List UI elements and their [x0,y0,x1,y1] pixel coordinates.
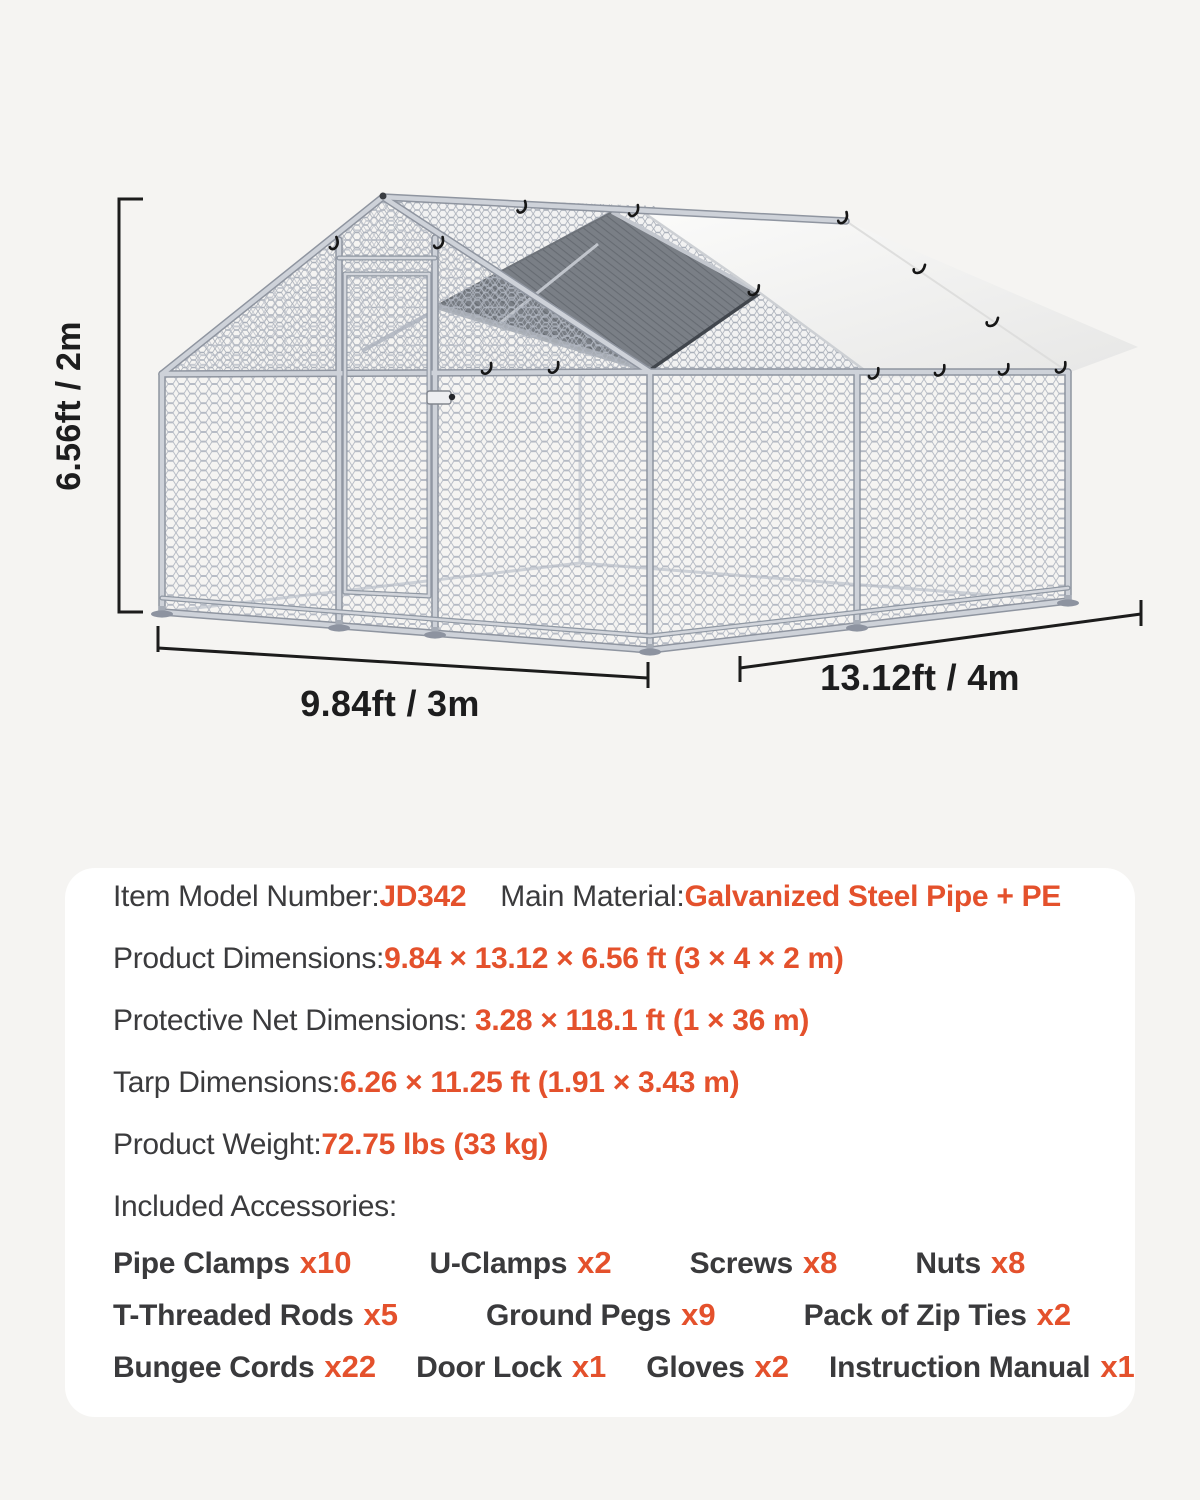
spec-value: JD342 [379,880,467,913]
spec-row-product-dimensions [113,940,1111,978]
accessory-name: Bungee Cords [113,1351,315,1384]
door-latch [427,391,455,404]
spec-label: Item Model Number: [113,880,380,913]
accessory-name: Door Lock [416,1351,562,1384]
spec-value: 72.75 lbs (33 kg) [321,1128,549,1161]
accessory-name: Nuts [915,1247,981,1280]
accessory-item [804,1296,1072,1334]
accessory-item [430,1244,612,1282]
spec-material [500,878,1061,916]
accessories-title [113,1188,1111,1226]
accessory-name: Ground Pegs [486,1299,672,1332]
spec-row-weight [113,1126,1111,1164]
accessory-item [690,1244,838,1282]
spec-card [65,868,1135,1417]
apex-joint [380,193,387,200]
accessory-item [416,1348,606,1386]
accessory-name: Pack of Zip Ties [803,1299,1027,1332]
accessory-item [829,1348,1135,1386]
accessory-qty: x1 [571,1349,607,1384]
height-dimension-label: 6.56ft / 2m [50,321,88,491]
accessories-row-3 [113,1348,1135,1386]
accessory-qty: x2 [577,1245,612,1280]
spec-row-model-material [113,878,1111,916]
accessories-row-1 [113,1244,1111,1282]
spec-label: Product Weight: [113,1128,322,1161]
accessory-qty: x9 [681,1297,716,1332]
accessory-item [113,1348,376,1386]
accessory-name: T-Threaded Rods [113,1299,354,1332]
spec-row-tarp-dimensions [113,1064,1111,1102]
accessory-name: U-Clamps [429,1247,568,1280]
spec-row-net-dimensions [113,1002,1111,1040]
accessory-qty: x2 [754,1349,790,1384]
width-dimension-label: 9.84ft / 3m [300,683,480,724]
accessory-item [915,1244,1025,1282]
spec-value: 6.26 × 11.25 ft (1.91 × 3.43 m) [339,1066,740,1099]
accessory-qty: x8 [990,1245,1026,1280]
spec-label: Tarp Dimensions: [113,1066,340,1099]
spec-value: Galvanized Steel Pipe + PE [684,880,1062,913]
accessory-qty: x5 [363,1297,399,1332]
spec-value: 3.28 × 118.1 ft (1 × 36 m) [475,1004,810,1037]
accessory-qty: x2 [1036,1297,1072,1332]
spec-value: 9.84 × 13.12 × 6.56 ft (3 × 4 × 2 m) [384,942,844,975]
accessory-item [646,1348,789,1386]
accessory-name: Pipe Clamps [113,1247,290,1280]
spec-model [113,878,466,916]
accessory-name: Gloves [646,1351,745,1384]
accessories-title-label: Included Accessories: [113,1190,397,1223]
accessories-row-2 [113,1296,1111,1334]
accessory-item [113,1244,352,1282]
accessory-qty: x22 [324,1349,377,1384]
accessory-item [113,1296,398,1334]
accessory-qty: x8 [802,1245,838,1280]
spec-label: Main Material: [500,880,685,913]
accessory-item [486,1296,716,1334]
spec-label: Protective Net Dimensions: [113,1004,476,1037]
accessory-name: Screws [689,1247,793,1280]
front-wall-mesh [162,372,650,650]
accessory-name: Instruction Manual [829,1351,1091,1384]
depth-dimension-label: 13.12ft / 4m [820,657,1020,698]
accessory-qty: x10 [299,1245,352,1280]
accessory-qty: x1 [1100,1349,1135,1384]
spec-label: Product Dimensions: [113,942,385,975]
